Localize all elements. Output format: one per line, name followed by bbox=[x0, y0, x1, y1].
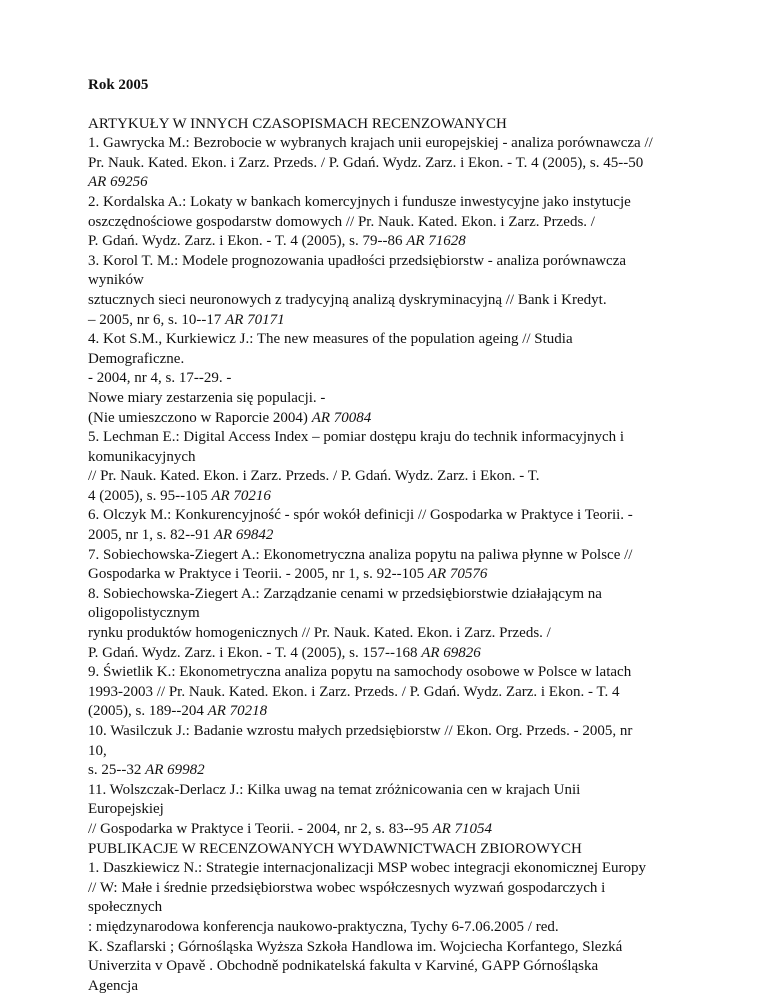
line-text: 7. Sobiechowska-Ziegert A.: Ekonometryczna analiza popytu na paliwa płynne w Polsce // bbox=[88, 546, 633, 563]
line-text: P. Gdań. Wydz. Zarz. i Ekon. - T. 4 (2005), s. 79--86 bbox=[88, 233, 407, 250]
document-line bbox=[88, 800, 688, 820]
line-text: // Gospodarka w Praktyce i Teorii. - 2004, nr 2, s. 83--95 bbox=[88, 820, 433, 837]
document-line bbox=[88, 350, 688, 370]
document-line bbox=[88, 271, 688, 291]
record-number: AR 70216 bbox=[211, 487, 271, 504]
line-text: oszczędnościowe gospodarstw domowych // Pr. Nauk. Kated. Ekon. i Zarz. Przeds. / bbox=[88, 213, 595, 230]
document-line bbox=[88, 154, 688, 174]
record-number: AR 70171 bbox=[225, 311, 285, 328]
line-text: 2005, nr 1, s. 82--91 bbox=[88, 527, 214, 544]
line-text: Demograficzne. bbox=[88, 350, 185, 367]
line-text: 5. Lechman E.: Digital Access Index – pomiar dostępu kraju do technik informacyjnych i bbox=[88, 429, 625, 446]
document-page bbox=[88, 76, 688, 996]
document-line bbox=[88, 252, 688, 272]
document-line bbox=[88, 840, 688, 860]
line-text: Univerzita v Opavě . Obchodně podnikatelská fakulta v Karviné, GAPP Górnośląska bbox=[88, 958, 599, 975]
line-text: s. 25--32 bbox=[88, 762, 146, 779]
document-body bbox=[88, 115, 688, 996]
document-line bbox=[88, 330, 688, 350]
line-text: // W: Małe i średnie przedsiębiorstwa wobec współczesnych wyzwań gospodarczych i bbox=[88, 879, 606, 896]
document-line bbox=[88, 624, 688, 644]
line-text: ARTYKUŁY W INNYCH CZASOPISMACH RECENZOWANYCH bbox=[88, 115, 507, 132]
document-line bbox=[88, 232, 688, 252]
line-text: 1. Gawrycka M.: Bezrobocie w wybranych krajach unii europejskiej - analiza porównawcza // bbox=[88, 135, 653, 152]
line-text: : międzynarodowa konferencja naukowo-praktyczna, Tychy 6-7.06.2005 / red. bbox=[88, 918, 559, 935]
line-text: (2005), s. 189--204 bbox=[88, 703, 208, 720]
line-text: 8. Sobiechowska-Ziegert A.: Zarządzanie cenami w przedsiębiorstwie działającym na bbox=[88, 585, 602, 602]
document-line bbox=[88, 526, 688, 546]
line-text: PUBLIKACJE W RECENZOWANYCH WYDAWNICTWACH ZBIOROWYCH bbox=[88, 840, 582, 857]
document-line bbox=[88, 409, 688, 429]
line-text: rynku produktów homogenicznych // Pr. Nauk. Kated. Ekon. i Zarz. Przeds. / bbox=[88, 625, 551, 642]
document-line bbox=[88, 859, 688, 879]
year-heading: Rok 2005 bbox=[88, 77, 149, 93]
document-line bbox=[88, 957, 688, 977]
document-line bbox=[88, 311, 688, 331]
record-number: AR 71628 bbox=[406, 233, 466, 250]
document-line bbox=[88, 389, 688, 409]
document-line bbox=[88, 213, 688, 233]
line-text: (Nie umieszczono w Raporcie 2004) bbox=[88, 409, 312, 426]
line-text: społecznych bbox=[88, 899, 163, 916]
line-text: 3. Korol T. M.: Modele prognozowania upadłości przedsiębiorstw - analiza porównawcza bbox=[88, 252, 627, 269]
record-number: AR 70084 bbox=[311, 409, 372, 426]
line-text: komunikacyjnych bbox=[88, 448, 196, 465]
line-text: Nowe miary zestarzenia się populacji. - bbox=[88, 389, 326, 406]
document-line bbox=[88, 879, 688, 899]
document-line bbox=[88, 820, 688, 840]
line-text: 1993-2003 // Pr. Nauk. Kated. Ekon. i Zarz. Przeds. / P. Gdań. Wydz. Zarz. i Ekon. - T. 4 bbox=[88, 683, 620, 700]
line-text: 10. Wasilczuk J.: Badanie wzrostu małych przedsiębiorstw // Ekon. Org. Przeds. - 2005, nr bbox=[88, 723, 633, 739]
line-text: 6. Olczyk M.: Konkurencyjność - spór wokół definicji // Gospodarka w Praktyce i Teorii. - bbox=[88, 507, 633, 524]
document-line bbox=[88, 487, 688, 507]
document-line bbox=[88, 565, 688, 585]
line-text: wyników bbox=[88, 272, 144, 289]
line-text: 10, bbox=[88, 742, 107, 759]
document-line bbox=[88, 722, 688, 742]
line-text: Gospodarka w Praktyce i Teorii. - 2005, nr 1, s. 92--105 bbox=[88, 566, 428, 583]
record-number: AR 70576 bbox=[427, 566, 488, 583]
record-number: AR 71054 bbox=[432, 820, 493, 837]
line-text: 4. Kot S.M., Kurkiewicz J.: The new measures of the population ageing // Studia bbox=[88, 331, 573, 348]
document-line bbox=[88, 428, 688, 448]
document-line bbox=[88, 115, 688, 135]
document-line bbox=[88, 663, 688, 683]
line-text: - 2004, nr 4, s. 17--29. - bbox=[88, 370, 232, 387]
document-line bbox=[88, 742, 688, 762]
document-line bbox=[88, 291, 688, 311]
document-line bbox=[88, 546, 688, 566]
document-line bbox=[88, 448, 688, 468]
document-line bbox=[88, 467, 688, 487]
document-line bbox=[88, 938, 688, 958]
line-text: Pr. Nauk. Kated. Ekon. i Zarz. Przeds. / P. Gdań. Wydz. Zarz. i Ekon. - T. 4 (2005), s. 45--50 bbox=[88, 154, 644, 171]
document-line bbox=[88, 193, 688, 213]
line-text: Agencja bbox=[88, 977, 138, 994]
line-text: sztucznych sieci neuronowych z tradycyjną analizą dyskryminacyjną // Bank i Kredyt. bbox=[88, 291, 607, 308]
document-line bbox=[88, 781, 688, 801]
line-text: 1. Daszkiewicz N.: Strategie internacjonalizacji MSP wobec integracji ekonomicznej Europy bbox=[88, 860, 647, 877]
document-line bbox=[88, 918, 688, 938]
line-text: K. Szaflarski ; Górnośląska Wyższa Szkoła Handlowa im. Wojciecha Korfantego, Slezká bbox=[88, 938, 623, 955]
document-line bbox=[88, 369, 688, 389]
document-line bbox=[88, 898, 688, 918]
line-text: Europejskiej bbox=[88, 801, 164, 818]
record-number: AR 69982 bbox=[145, 762, 205, 779]
document-line bbox=[88, 644, 688, 664]
document-line bbox=[88, 134, 688, 154]
record-number: AR 69256 bbox=[88, 174, 148, 191]
line-text: 4 (2005), s. 95--105 bbox=[88, 487, 212, 504]
document-line bbox=[88, 604, 688, 624]
line-text: 2. Kordalska A.: Lokaty w bankach komercyjnych i fundusze inwestycyjne jako instytucje bbox=[88, 193, 631, 210]
document-line bbox=[88, 761, 688, 781]
document-line bbox=[88, 977, 688, 996]
line-text: P. Gdań. Wydz. Zarz. i Ekon. - T. 4 (2005), s. 157--168 bbox=[88, 644, 422, 661]
document-line bbox=[88, 702, 688, 722]
line-text: oligopolistycznym bbox=[88, 605, 200, 622]
line-text: // Pr. Nauk. Kated. Ekon. i Zarz. Przeds. / P. Gdań. Wydz. Zarz. i Ekon. - T. bbox=[88, 468, 540, 485]
line-text: – 2005, nr 6, s. 10--17 bbox=[88, 311, 226, 328]
line-text: 9. Świetlik K.: Ekonometryczna analiza popytu na samochody osobowe w Polsce w latach bbox=[88, 664, 632, 681]
line-text: 11. Wolszczak-Derlacz J.: Kilka uwag na temat zróżnicowania cen w krajach Unii bbox=[88, 781, 581, 798]
document-line bbox=[88, 683, 688, 703]
record-number: AR 69826 bbox=[421, 644, 481, 661]
record-number: AR 69842 bbox=[213, 527, 274, 544]
document-line bbox=[88, 506, 688, 526]
document-line bbox=[88, 585, 688, 605]
document-line bbox=[88, 173, 688, 193]
record-number: AR 70218 bbox=[207, 703, 268, 720]
